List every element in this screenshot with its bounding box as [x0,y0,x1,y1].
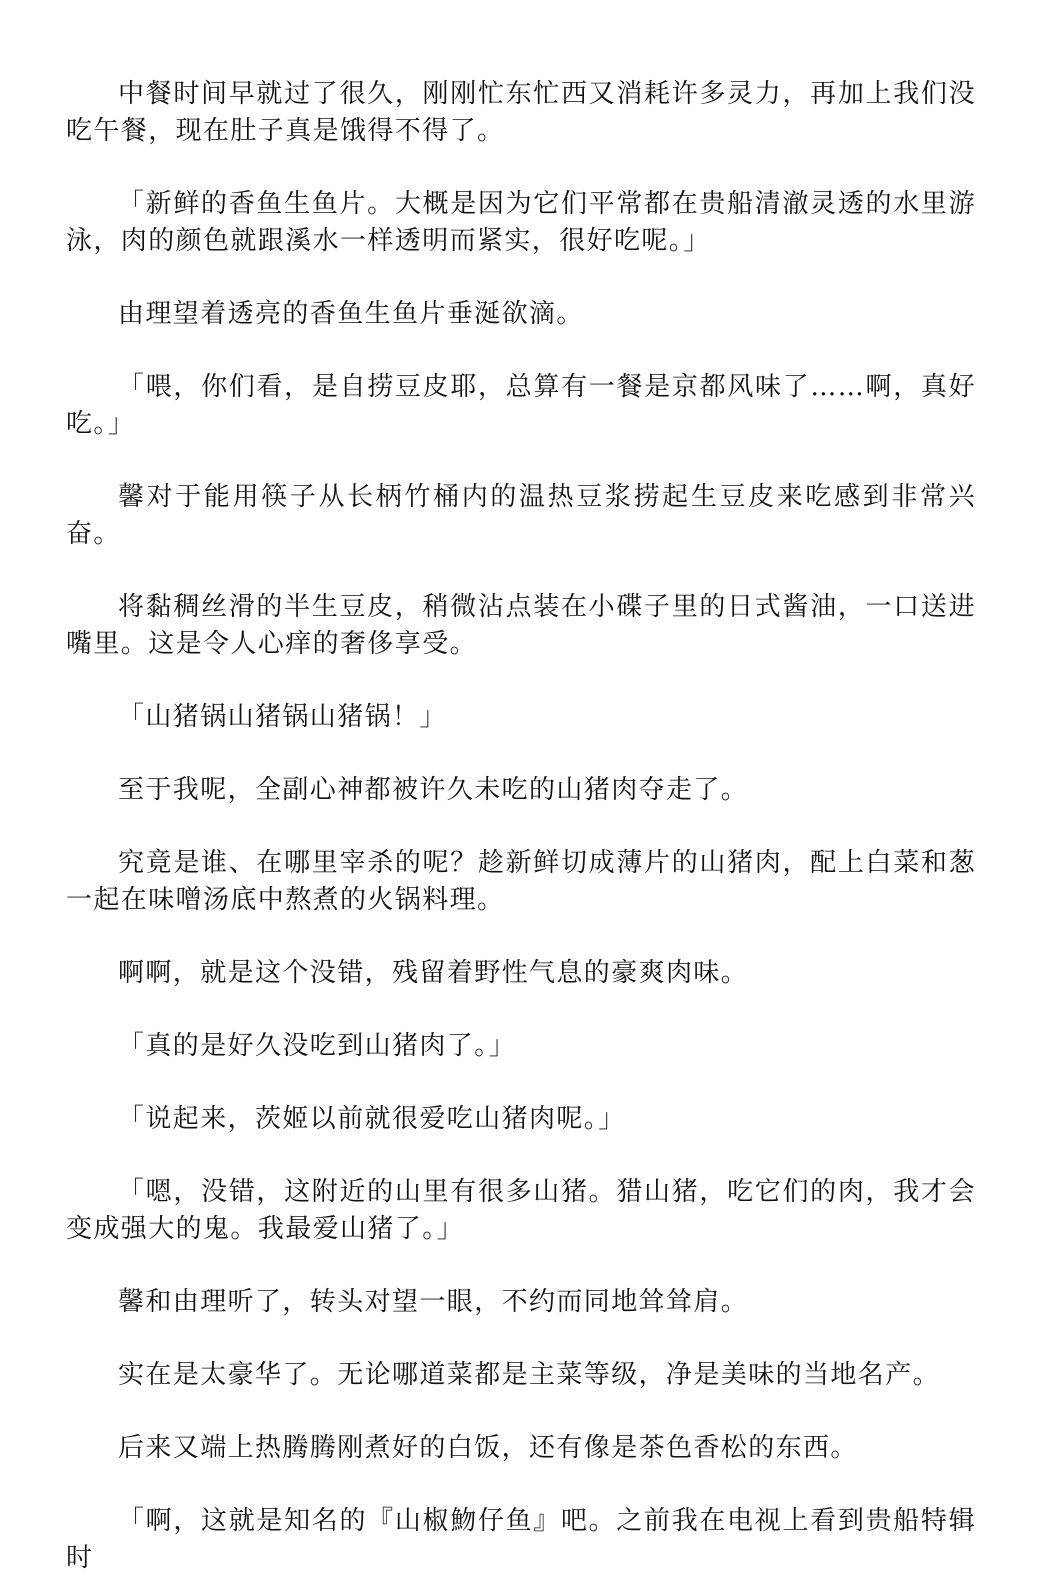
paragraph: 馨和由理听了，转头对望一眼，不约而同地耸耸肩。 [118,1287,749,1317]
paragraph: 由理望着透亮的香鱼生鱼片垂涎欲滴。 [118,299,584,329]
paragraph: 后来又端上热腾腾刚煮好的白饭，还有像是茶色香松的东西。 [118,1433,858,1463]
paragraph: 至于我呢，全副心神都被许久未吃的山猪肉夺走了。 [118,775,749,805]
paragraph: 「山猪锅山猪锅山猪锅！」 [118,702,447,732]
paragraph: 啊啊，就是这个没错，残留着野性气息的豪爽肉味。 [118,958,749,988]
paragraph: 「嗯，没错，这附近的山里有很多山猪。猎山猪，吃它们的肉，我才会变成强大的鬼。我最爱山猪了。」 [66,1177,976,1244]
paragraph: 实在是太豪华了。无论哪道菜都是主菜等级，净是美味的当地名产。 [118,1360,941,1390]
paragraph: 「喂，你们看，是自捞豆皮耶，总算有一餐是京都风味了……啊，真好吃。」 [66,372,976,439]
page-body [66,76,976,1577]
paragraph: 中餐时间早就过了很久，刚刚忙东忙西又消耗许多灵力，再加上我们没吃午餐，现在肚子真是饿得不得了。 [66,79,976,146]
paragraph: 「新鲜的香鱼生鱼片。大概是因为它们平常都在贵船清澈灵透的水里游泳，肉的颜色就跟溪水一样透明而紧实，很好吃呢。」 [66,189,976,256]
paragraph: 「真的是好久没吃到山猪肉了。」 [118,1031,517,1061]
paragraph: 馨对于能用筷子从长柄竹桶内的温热豆浆捞起生豆皮来吃感到非常兴奋。 [66,482,976,549]
paragraph: 「说起来，茨姬以前就很爱吃山猪肉呢。」 [118,1104,626,1134]
paragraph: 将黏稠丝滑的半生豆皮，稍微沾点装在小碟子里的日式酱油，一口送进嘴里。这是令人心痒的奢侈享受。 [66,592,976,659]
paragraph: 究竟是谁、在哪里宰杀的呢？趁新鲜切成薄片的山猪肉，配上白菜和葱一起在味噌汤底中熬煮的火锅料理。 [66,848,976,915]
paragraph: 「啊，这就是知名的『山椒魩仔鱼』吧。之前我在电视上看到贵船特辑时 [66,1506,976,1573]
